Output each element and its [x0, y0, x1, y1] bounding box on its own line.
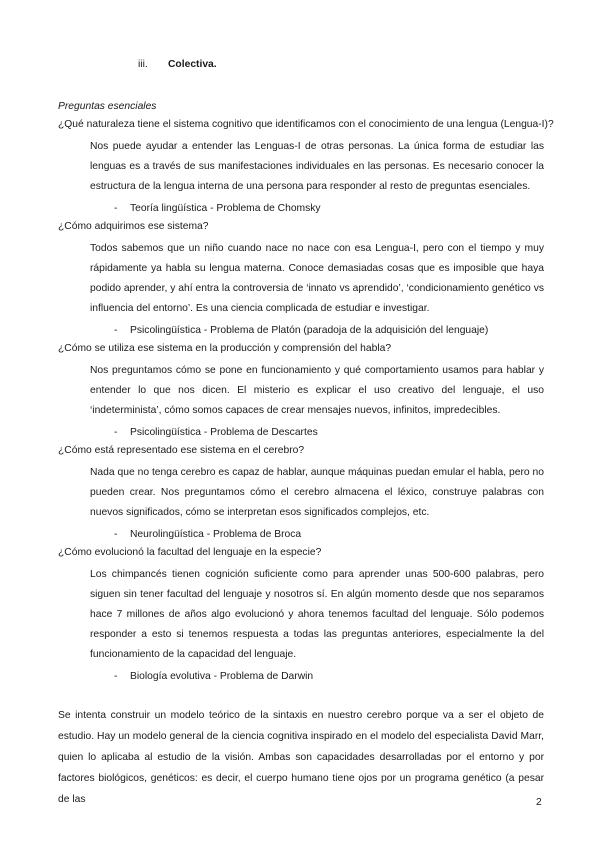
bullet-item — [114, 199, 544, 219]
heading-label: Colectiva. — [168, 59, 217, 70]
answer-paragraph: Nos preguntamos cómo se pone en funcionamiento y qué comportamiento usamos para hablar y entender lo que nos dicen. El misterio es explicar el uso creativo del lenguaje, el uso ‘indeterminista’, cómo somos capaces de crear mensajes nuevos, infinitos, impredecibles. — [90, 365, 544, 416]
question-block — [58, 342, 544, 443]
bullet-item — [114, 667, 544, 687]
question-text: ¿Cómo está representado ese sistema en el cerebro? — [58, 445, 305, 456]
bullet-text: Psicolingüística - Problema de Platón (paradoja de la adquisición del lenguaje) — [130, 325, 489, 336]
question-text: ¿Cómo adquirimos ese sistema? — [58, 221, 209, 232]
bullet-text: Psicolingüística - Problema de Descartes — [130, 427, 318, 438]
bullet-text: Neurolingüística - Problema de Broca — [130, 529, 302, 540]
closing-paragraph: Se intenta construir un modelo teórico de la sintaxis en nuestro cerebro porque va a ser el objeto de estudio. Hay un modelo general de la ciencia cognitiva inspirado en el modelo del especialista David Marr, quien lo aplicaba al estudio de la visión. Ambas son capacidades desarrolladas por el entorno y por factores biológicos, genéticos: es decir, el cuerpo humano tiene ojos por un programa genético (a pesar de las — [58, 710, 544, 805]
page-number: 2 — [536, 797, 542, 808]
question-text: ¿Cómo evolucionó la facultad del lenguaje en la especie? — [58, 547, 322, 558]
question-block — [58, 546, 544, 687]
question-text: ¿Qué naturaleza tiene el sistema cognitivo que identificamos con el conocimiento de una lengua (Lengua-I)? — [58, 119, 554, 130]
bullet-item — [114, 321, 544, 341]
subsection-heading — [138, 58, 217, 72]
question-block — [58, 220, 544, 341]
section-title: Preguntas esenciales — [58, 101, 157, 112]
question-block — [58, 118, 554, 219]
bullet-item — [114, 423, 544, 443]
dash-marker: - — [114, 671, 118, 682]
dash-marker: - — [114, 529, 118, 540]
answer-paragraph: Nos puede ayudar a entender las Lenguas-I de otras personas. La única forma de estudiar las lenguas es a través de sus manifestaciones individuales en las personas. Es necesario conocer la estructura de la lengua interna de una persona para responder al resto de preguntas esenciales. — [90, 141, 544, 192]
answer-paragraph: Nada que no tenga cerebro es capaz de hablar, aunque máquinas puedan emular el habla, pero no pueden crear. Nos preguntamos cómo el cerebro almacena el léxico, construye palabras con nuevos significados, cómo se interpretan esos significados complejos, etc. — [90, 467, 544, 518]
answer-paragraph: Los chimpancés tienen cognición suficiente como para aprender unas 500-600 palabras, pero siguen sin tener facultad del lenguaje y nosotros sí. En algún momento desde que nos separamos hace 7 millones de años algo evolucionó y ahora tenemos facultad del lenguaje. Sólo podemos responder a esto si tenemos respuesta a todas las preguntas anteriores, especialmente la del funcionamiento de la capacidad del lenguaje. — [90, 569, 544, 660]
question-text: ¿Cómo se utiliza ese sistema en la producción y comprensión del habla? — [58, 343, 392, 354]
dash-marker: - — [114, 203, 118, 214]
heading-numeral: iii. — [138, 59, 148, 70]
bullet-text: Biología evolutiva - Problema de Darwin — [130, 671, 314, 682]
question-block — [58, 444, 544, 545]
dash-marker: - — [114, 325, 118, 336]
bullet-item — [114, 525, 544, 545]
bullet-text: Teoría lingüística - Problema de Chomsky — [130, 203, 321, 214]
answer-paragraph: Todos sabemos que un niño cuando nace no nace con esa Lengua-I, pero con el tiempo y muy rápidamente ya habla su lengua materna. Conoce demasiadas cosas que es imposible que haya podido aprender, y ahí entra la controversia de ‘innato vs aprendido’, ‘condicionamiento genético vs influencia del entorno’. Es una ciencia complicada de estudiar e investigar. — [90, 243, 544, 314]
dash-marker: - — [114, 427, 118, 438]
